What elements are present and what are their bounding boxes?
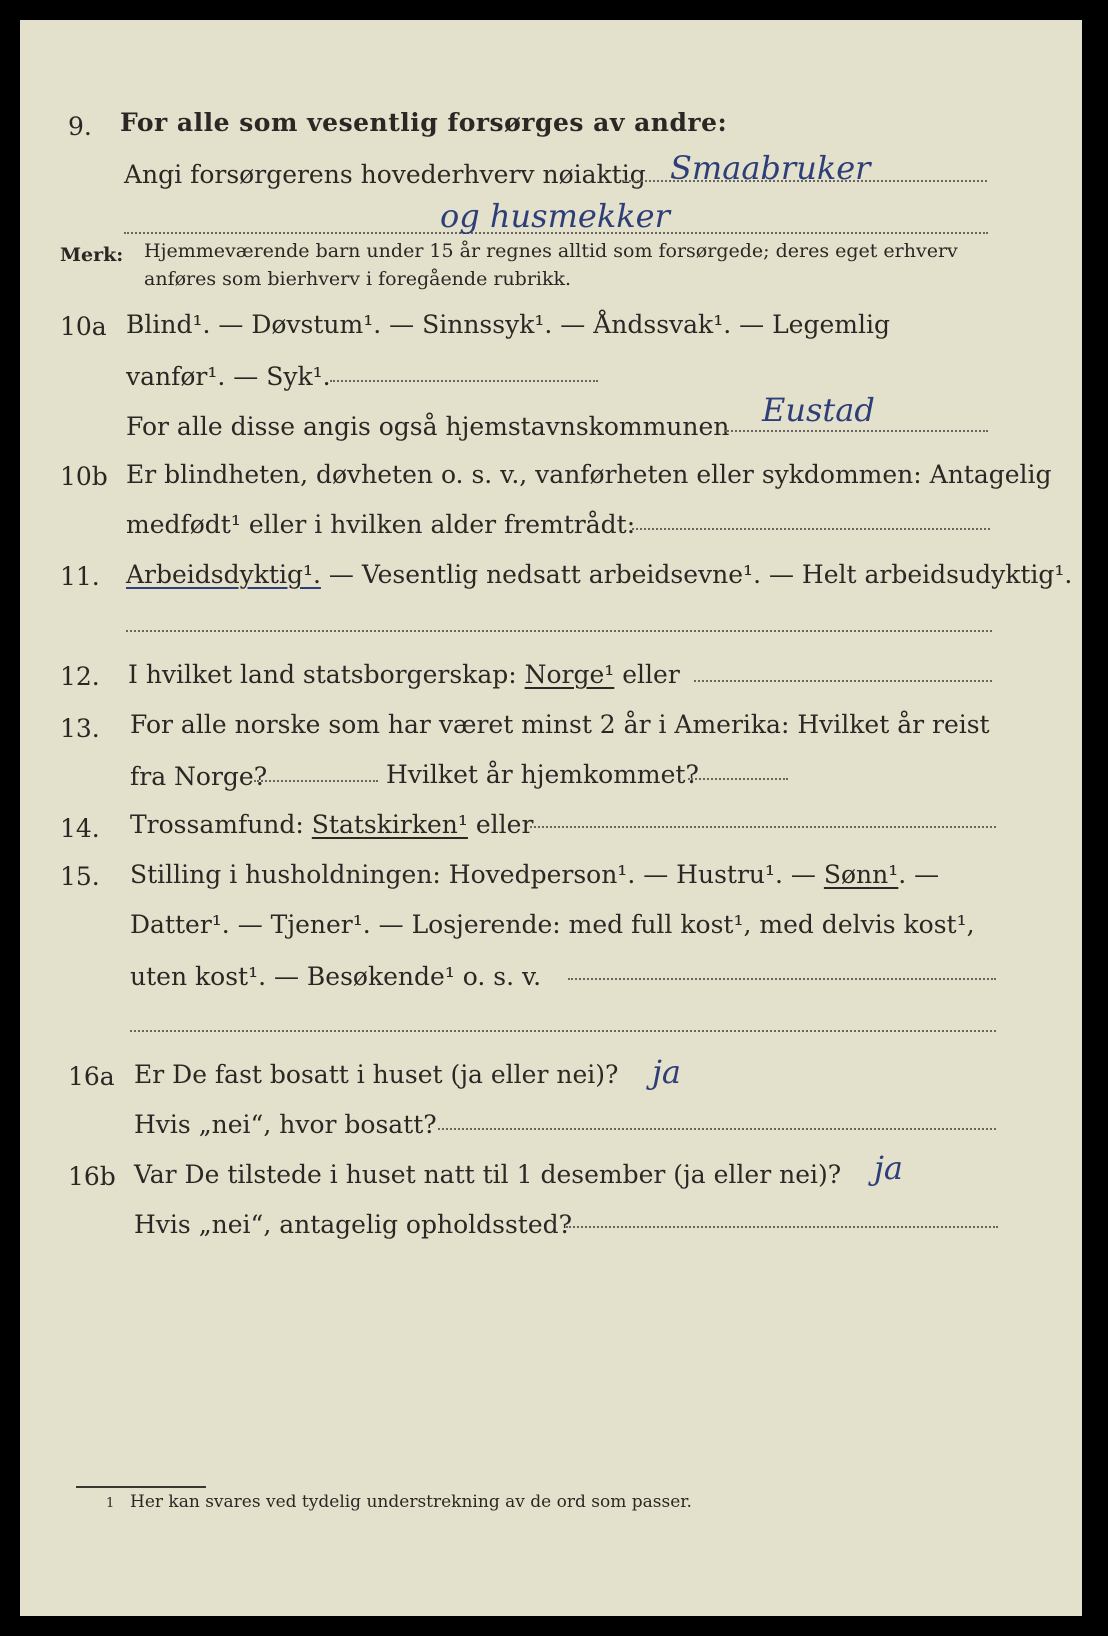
q16a-answer-line bbox=[438, 1128, 996, 1130]
q12-prefix: I hvilket land statsborgerskap: bbox=[128, 660, 517, 689]
q10b-answer-line bbox=[632, 528, 990, 530]
q10b-line2: medfødt¹ eller i hvilken alder fremtrådt: bbox=[126, 510, 636, 539]
q13-number: 13. bbox=[60, 714, 100, 743]
q10a-line2: vanfør¹. — Syk¹. bbox=[126, 362, 331, 391]
q16a-answer: ja bbox=[652, 1053, 681, 1091]
q13-line2b: Hvilket år hjemkommet? bbox=[386, 760, 699, 789]
q10a-line3: For alle disse angis også hjemstavnskommunen bbox=[126, 412, 730, 441]
q10b-number: 10b bbox=[60, 462, 108, 491]
q10a-number: 10a bbox=[60, 312, 107, 341]
merk-label: Merk: bbox=[60, 244, 124, 266]
q16b-line1: Var De tilstede i huset natt til 1 desember (ja eller nei)? bbox=[134, 1160, 842, 1189]
q10b-line1: Er blindheten, døvheten o. s. v., vanførheten eller sykdommen: Antagelig bbox=[126, 460, 1052, 489]
q12-post: eller bbox=[622, 660, 680, 689]
q15-line1 bbox=[130, 860, 939, 890]
merk-line1: Hjemmeværende barn under 15 år regnes alltid som forsørgede; deres eget erhverv bbox=[144, 240, 958, 262]
q9-line2: Angi forsørgerens hovederhverv nøiaktig bbox=[124, 160, 646, 189]
q14-underlined-answer: Statskirken¹ bbox=[311, 810, 468, 839]
q15-underlined-answer: Sønn¹ bbox=[823, 860, 899, 889]
q16b-answer: ja bbox=[874, 1149, 903, 1187]
q9-answer-2: og husmekker bbox=[440, 197, 670, 235]
q15-answer-line-2 bbox=[130, 1030, 996, 1032]
q10a-answer-line-1 bbox=[330, 380, 598, 382]
q11-underlined-answer: Arbeidsdyktig¹. bbox=[126, 560, 321, 589]
q11-extra-line bbox=[126, 630, 992, 632]
q11-rest: — Vesentlig nedsatt arbeidsevne¹. — Helt arbeidsudyktig¹. bbox=[320, 560, 1073, 589]
q16b-line2: Hvis „nei“, antagelig opholdssted? bbox=[134, 1210, 573, 1239]
q9-number: 9. bbox=[68, 112, 92, 141]
footnote-text: Her kan svares ved tydelig understrekning av de ord som passer. bbox=[130, 1492, 692, 1512]
q16a-line1: Er De fast bosatt i huset (ja eller nei)? bbox=[134, 1060, 619, 1089]
q15-number: 15. bbox=[60, 862, 100, 891]
q15-line2: Datter¹. — Tjener¹. — Losjerende: med full kost¹, med delvis kost¹, bbox=[130, 910, 975, 939]
q9-answer-1: Smaabruker bbox=[670, 149, 871, 187]
q12-underlined-answer: Norge¹ bbox=[524, 660, 615, 689]
q12-answer-line bbox=[694, 680, 992, 682]
footnote-rule bbox=[76, 1486, 206, 1488]
q13-line1: For alle norske som har været minst 2 år i Amerika: Hvilket år reist bbox=[130, 710, 990, 739]
q15-line3: uten kost¹. — Besøkende¹ o. s. v. bbox=[130, 962, 542, 991]
q15-answer-line-1 bbox=[568, 978, 996, 980]
q13-year-left-line bbox=[254, 780, 378, 782]
q14-answer-line bbox=[530, 826, 996, 828]
q14-post: eller bbox=[475, 810, 534, 839]
q11-number: 11. bbox=[60, 562, 100, 591]
q12-line bbox=[128, 660, 680, 690]
q10a-answer-line-2 bbox=[724, 430, 988, 432]
merk-line2: anføres som bierhverv i foregående rubrikk. bbox=[144, 268, 572, 290]
q9-line1: For alle som vesentlig forsørges av andre: bbox=[120, 108, 728, 137]
footnote-mark: 1 bbox=[106, 1496, 115, 1511]
q16a-number: 16a bbox=[68, 1062, 115, 1091]
q16b-answer-line bbox=[566, 1226, 998, 1228]
q12-number: 12. bbox=[60, 662, 100, 691]
q14-prefix: Trossamfund: bbox=[130, 810, 304, 839]
q14-number: 14. bbox=[60, 814, 100, 843]
q13-year-return-line bbox=[688, 778, 788, 780]
q15-line1-prefix: Stilling i husholdningen: Hovedperson¹. — Hustru¹. — bbox=[130, 860, 816, 889]
q16a-line2: Hvis „nei“, hvor bosatt? bbox=[134, 1110, 437, 1139]
q15-line1-post: . — bbox=[898, 860, 940, 889]
q11-line bbox=[126, 560, 1072, 590]
census-form-page bbox=[20, 20, 1082, 1616]
q13-line2a: fra Norge? bbox=[130, 762, 268, 791]
q10a-answer: Eustad bbox=[762, 391, 875, 429]
q14-line bbox=[130, 810, 533, 840]
q16b-number: 16b bbox=[68, 1162, 116, 1191]
q10a-line1: Blind¹. — Døvstum¹. — Sinnssyk¹. — Åndssvak¹. — Legemlig bbox=[126, 310, 890, 339]
